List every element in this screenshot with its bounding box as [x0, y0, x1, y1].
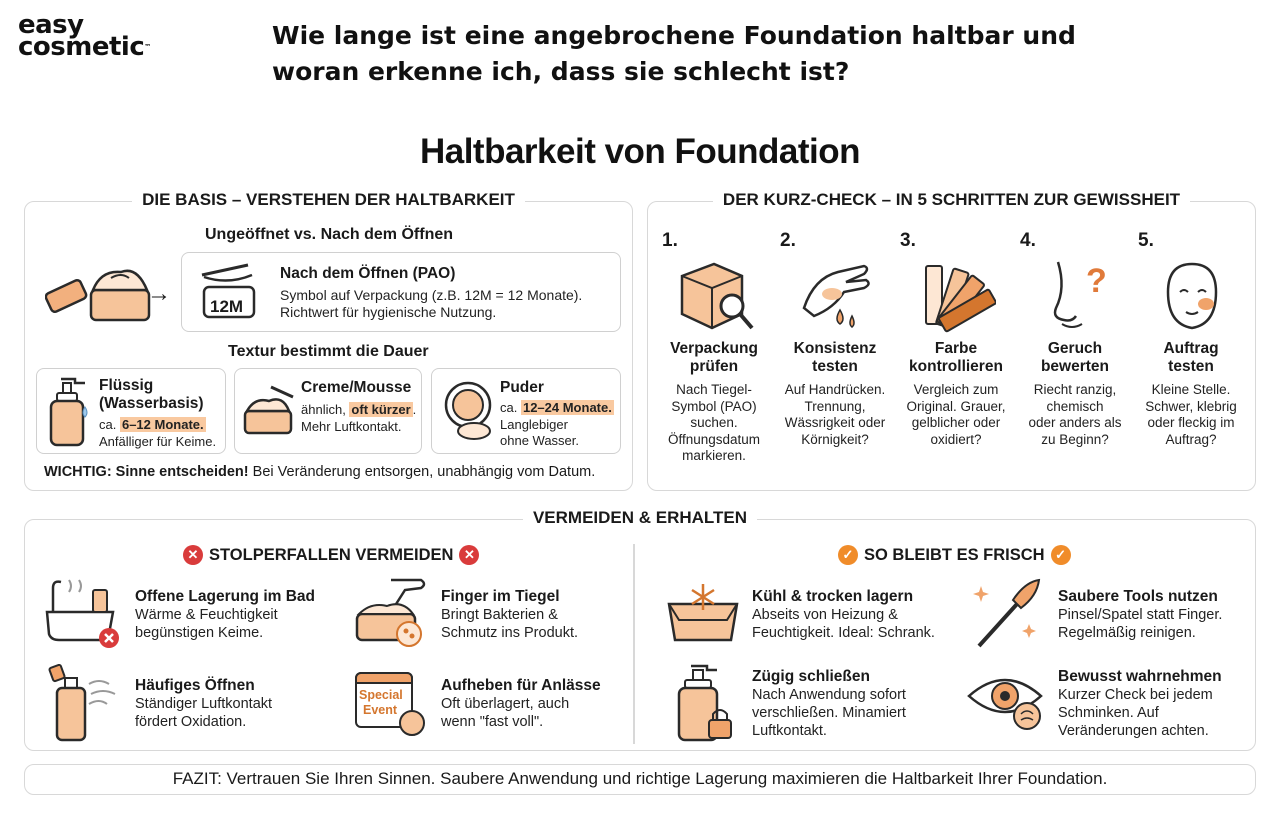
pao-desc-2: Richtwert für hygienische Nutzung. [280, 304, 497, 320]
step-3-desc-3: gelblicher oder [911, 415, 1001, 430]
step-5-desc-3: oder fleckig im [1147, 415, 1235, 430]
fresh-3-desc-3: Luftkontakt. [752, 723, 827, 739]
arrow-right-icon: → [147, 280, 171, 307]
main-title: Haltbarkeit von Foundation [419, 132, 861, 171]
logo-trademark: ™ [144, 43, 151, 51]
step-4-title-1: Geruch [1047, 340, 1103, 357]
pitfall-2-desc-2: Schmutz ins Produkt. [441, 625, 578, 641]
step-3-desc-1: Vergleich zum [913, 382, 999, 397]
step-3-desc-4: oxidiert? [930, 431, 982, 447]
pitfall-2-title: Finger im Tiegel [441, 588, 560, 605]
texture-powder-pre: ca. [500, 400, 521, 415]
step-1-desc-5: markieren. [682, 448, 746, 463]
fazit-box [24, 764, 1256, 795]
pump-bottle-icon [45, 377, 91, 447]
check-step-5 [1132, 230, 1250, 448]
finger-in-jar-icon [351, 576, 433, 650]
pitfall-3-desc-1: Ständiger Luftkontakt [135, 696, 273, 712]
step-4-desc-4: zu Beginn? [1041, 431, 1109, 447]
pitfall-4-title: Aufheben für Anlässe [441, 677, 601, 694]
texture-powder-desc-1: Langlebiger [500, 417, 568, 432]
x-icon: ✕ [459, 545, 479, 565]
pao-badge: 12M [210, 297, 244, 316]
texture-card-liquid [36, 368, 226, 454]
step-2-title-1: Konsistenz [793, 340, 877, 357]
fresh-heading [838, 545, 1071, 565]
step-5-desc-2: Schwer, klebrig [1145, 398, 1237, 414]
step-2-desc-3: Wässrigkeit oder [784, 415, 886, 430]
step-1-desc-4: Öffnungsdatum [667, 431, 761, 447]
calendar-event-icon [351, 668, 429, 738]
question-heading [272, 18, 1172, 90]
step-4-desc-3: oder anders als [1028, 415, 1122, 430]
important-note-text: Bei Veränderung entsorgen, unabhängig vom Datum. [248, 464, 596, 480]
fresh-4-desc-2: Schminken. Auf [1058, 705, 1159, 721]
texture-liquid-title-2: (Wasserbasis) [99, 395, 204, 412]
pao-desc-1: Symbol auf Verpackung (z.B. 12M = 12 Monate). [280, 287, 583, 303]
pitfall-1-desc-2: begünstigen Keime. [135, 625, 264, 641]
pitfall-2-desc-1: Bringt Bakterien & [441, 607, 558, 623]
step-2-number: 2. [780, 230, 796, 251]
fresh-3-desc-2: verschließen. Minamiert [752, 705, 906, 721]
check-panel [647, 190, 1256, 491]
step-4-desc-1: Riecht ranzig, [1033, 382, 1117, 397]
pao-title: Nach dem Öffnen (PAO) [280, 265, 456, 282]
fazit-text: FAZIT: Vertrauen Sie Ihren Sinnen. Saubere Anwendung und richtige Lagerung maximieren die Haltbarkeit Ihrer Foundation. [172, 769, 1108, 788]
step-1-number: 1. [662, 230, 678, 251]
texture-powder-desc-2: ohne Wasser. [500, 433, 580, 448]
fresh-2-desc-1: Pinsel/Spatel statt Finger. [1058, 607, 1223, 623]
eye-brain-icon [965, 670, 1047, 732]
package-magnifier-icon [676, 258, 774, 334]
fresh-2-title: Saubere Tools nutzen [1058, 588, 1218, 605]
pitfall-3-desc-2: fördert Oxidation. [135, 714, 247, 730]
step-4-title-2: bewerten [1040, 358, 1110, 375]
brush-sparkle-icon [967, 576, 1047, 650]
step-5-desc-1: Kleine Stelle. [1151, 382, 1231, 397]
pitfall-3-title: Häufiges Öffnen [135, 677, 255, 694]
texture-heading: Textur bestimmt die Dauer [228, 343, 429, 360]
texture-liquid-title-1: Flüssig [99, 377, 154, 394]
fresh-1-desc-2: Feuchtigkeit. Ideal: Schrank. [752, 625, 935, 641]
pitfall-4-desc-1: Oft überlagert, auch [441, 696, 570, 712]
avoid-panel [24, 508, 1256, 751]
bottle-air-icon [43, 664, 123, 744]
step-1-title-1: Verpackung [670, 340, 758, 357]
step-1-desc-3: suchen. [690, 415, 738, 430]
check-step-4 [1014, 230, 1136, 448]
texture-cream-pre: ähnlich, [301, 402, 350, 417]
step-1-desc-1: Nach Tiegel- [676, 382, 752, 397]
texture-cream-title: Creme/Mousse [301, 379, 412, 396]
fresh-heading-text: SO BLEIBT ES FRISCH [864, 545, 1045, 564]
basis-panel [24, 190, 633, 491]
step-2-desc-4: Körnigkeit? [801, 431, 869, 447]
check-icon: ✓ [838, 545, 858, 565]
texture-cream-desc: Mehr Luftkontakt. [301, 419, 402, 434]
fresh-3-desc-1: Nach Anwendung sofort [752, 687, 906, 703]
basis-panel-title: DIE BASIS – VERSTEHEN DER HALTBARKEIT [132, 190, 525, 209]
texture-card-powder [431, 368, 621, 454]
panel-divider [633, 544, 635, 744]
step-5-number: 5. [1138, 230, 1154, 251]
check-step-1 [654, 230, 774, 465]
step-3-desc-2: Original. Grauer, [906, 398, 1006, 414]
step-5-desc-4: Auftrag? [1165, 431, 1217, 447]
pitfall-4-desc-2: wenn "fast voll". [441, 714, 544, 730]
check-step-3 [894, 230, 1018, 448]
hand-drops-icon [794, 258, 896, 334]
step-2-desc-2: Trennung, [804, 398, 866, 414]
pao-box [181, 252, 621, 332]
pitfalls-heading [183, 545, 479, 565]
step-1-desc-2: Symbol (PAO) [671, 398, 757, 414]
cream-jar-spatula-icon [241, 383, 297, 439]
event-label-2: Event [363, 703, 398, 717]
logo-line-2: cosmetic [18, 32, 145, 62]
nose-question-icon [1036, 258, 1136, 334]
cool-box-icon [665, 580, 741, 646]
svg-text:?: ? [1086, 262, 1107, 300]
texture-liquid-pre: ca. [99, 417, 120, 432]
fresh-4-title: Bewusst wahrnehmen [1058, 668, 1222, 685]
step-2-title-2: testen [812, 358, 858, 375]
step-4-number: 4. [1020, 230, 1036, 251]
texture-cream-highlight: oft kürzer [351, 402, 411, 417]
step-5-title-1: Auftrag [1163, 340, 1219, 357]
powder-compact-icon [440, 379, 498, 443]
event-label-1: Special [359, 688, 403, 702]
pitfall-1-desc-1: Wärme & Feuchtigkeit [135, 607, 278, 623]
important-note [44, 464, 595, 480]
avoid-panel-title: VERMEIDEN & ERHALTEN [523, 508, 757, 527]
question-line-1: Wie lange ist eine angebrochene Foundation haltbar und [272, 21, 1076, 50]
texture-cream-post: . [412, 402, 417, 417]
color-swatches-icon [914, 258, 1018, 334]
texture-liquid-highlight: 6–12 Monate. [121, 417, 204, 432]
fresh-1-desc-1: Abseits von Heizung & [752, 607, 898, 623]
compare-heading: Ungeöffnet vs. Nach dem Öffnen [205, 226, 454, 243]
logo [18, 10, 151, 62]
step-2-desc-1: Auf Handrücken. [784, 382, 886, 397]
step-3-title-2: kontrollieren [909, 358, 1003, 375]
step-3-title-1: Farbe [934, 340, 978, 357]
question-line-2: woran erkenne ich, dass sie schlecht ist? [272, 57, 850, 86]
fresh-4-desc-1: Kurzer Check bei jedem [1058, 687, 1213, 703]
pitfall-1-title: Offene Lagerung im Bad [135, 588, 315, 605]
bathtub-icon [41, 576, 121, 650]
x-icon: ✕ [183, 545, 203, 565]
face-icon [1152, 258, 1250, 334]
check-step-2 [774, 230, 896, 448]
logo-line-1: easy [18, 10, 84, 40]
fresh-2-desc-2: Regelmäßig reinigen. [1058, 625, 1196, 641]
fresh-1-title: Kühl & trocken lagern [752, 588, 914, 605]
check-panel-title: DER KURZ-CHECK – IN 5 SCHRITTEN ZUR GEWISSHEIT [713, 190, 1190, 209]
texture-powder-title: Puder [500, 379, 544, 396]
texture-liquid-desc: Anfälliger für Keime. [99, 434, 217, 449]
step-5-title-2: testen [1168, 358, 1214, 375]
bottle-lock-icon [673, 664, 743, 744]
step-4-desc-2: chemisch [1046, 398, 1104, 414]
fresh-4-desc-3: Veränderungen achten. [1058, 723, 1209, 739]
clock-icon [399, 710, 425, 736]
step-1-title-2: prüfen [689, 358, 739, 375]
texture-card-cream [234, 368, 422, 454]
texture-powder-highlight: 12–24 Monate. [522, 400, 612, 415]
step-3-number: 3. [900, 230, 916, 251]
pitfalls-heading-text: STOLPERFALLEN VERMEIDEN [209, 545, 454, 564]
fresh-3-title: Zügig schließen [752, 668, 870, 685]
check-icon: ✓ [1051, 545, 1071, 565]
important-note-bold: WICHTIG: Sinne entscheiden! [44, 464, 249, 480]
